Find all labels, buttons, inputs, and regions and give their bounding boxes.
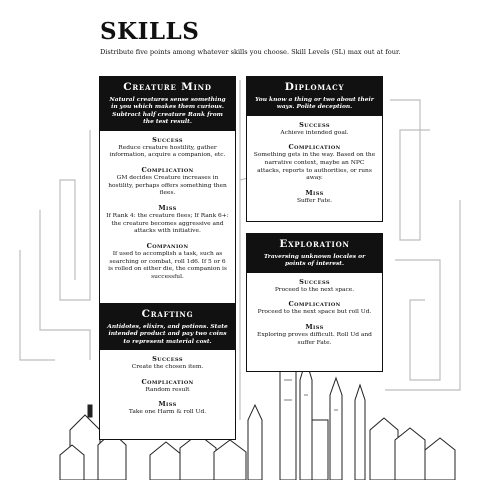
outcome-text: Exploring proves difficult. Roll Ud and suffer Fate. [257,332,372,346]
outcome-success [253,278,376,295]
outcome-text: Take one Harm & roll Ud. [128,409,207,416]
outcome-heading: Miss [158,400,177,409]
card-subtitle: Traversing unknown locales or points of interest. [263,253,366,268]
card-subtitle: Natural creatures sense something in you which makes them curious. Subtract half creature Rank from the test result. [109,96,226,126]
card-header [100,77,235,131]
outcome-heading: Success [152,135,183,144]
outcome-miss [253,323,376,347]
outcome-heading: Complication [288,300,341,309]
outcome-heading: Success [299,120,330,129]
page-title: SKILLS [100,18,200,45]
outcome-complication [106,378,229,395]
outcome-miss [106,400,229,417]
outcome-heading: Complication [288,143,341,152]
outcome-text: Create the chosen item. [131,364,204,371]
outcome-complication [253,143,376,183]
outcome-companion [106,242,229,282]
outcome-heading: Miss [305,189,324,198]
card-body [100,350,235,427]
card-body [100,131,235,292]
outcome-text: Proceed to the next space. [274,286,355,293]
outcome-heading: Companion [146,241,189,250]
outcome-text: Something gets in the way. Based on the narrative context, maybe an NPC attacks, reports to authorities, or runs away. [253,152,376,182]
outcome-text: GM decides Creature increases in hostility, perhaps offers something then flees. [108,174,227,197]
card-body [247,273,382,358]
outcome-heading: Miss [158,203,177,212]
card-header [247,234,382,273]
outcome-complication [253,300,376,317]
outcome-complication [106,166,229,198]
skill-card-exploration [246,233,383,372]
outcome-success [253,121,376,138]
card-title: Creature Mind [123,81,212,93]
outcome-miss [253,189,376,206]
card-title: Crafting [141,308,194,320]
outcome-text: Achieve intended goal. [280,129,349,136]
outcome-heading: Success [152,355,183,364]
skill-card-crafting [99,303,236,440]
card-title: Exploration [279,238,350,250]
outcome-text: Reduce creature hostility, gather information, acquire a companion, etc. [109,144,226,159]
outcome-text: Random result [145,386,190,393]
outcome-heading: Miss [305,323,324,332]
card-header [100,304,235,350]
outcome-miss [106,204,229,236]
outcome-heading: Complication [141,165,194,174]
card-header [247,77,382,116]
outcome-success [106,355,229,372]
outcome-text: Proceed to the next space but roll Ud. [257,309,372,316]
outcome-text: If used to accomplish a task, such as searching or combat, roll 1d6. If 5 or 6 is rolled on either die, the companion is successful. [108,250,227,280]
card-subtitle: Antidotes, elixirs, and potions. State intended product and pay two coins to represent material cost. [107,323,228,345]
outcome-heading: Success [299,277,330,286]
skill-card-creature-mind [99,76,236,304]
outcome-heading: Complication [141,377,194,386]
card-body [247,116,382,216]
card-subtitle: You know a thing or two about their ways. Polite deception. [255,96,374,111]
outcome-text: If Rank 4: the creature flees; If Rank 6+: the creature becomes aggressive and attacks with initiative. [106,212,229,235]
outcome-success [106,136,229,160]
page-intro: Distribute five points among whatever skills you choose. Skill Levels (SL) max out at four. [100,48,401,56]
outcome-text: Suffer Fate. [296,198,333,205]
maze-pattern [20,80,460,420]
skill-card-diplomacy [246,76,383,222]
card-title: Diplomacy [284,81,345,93]
